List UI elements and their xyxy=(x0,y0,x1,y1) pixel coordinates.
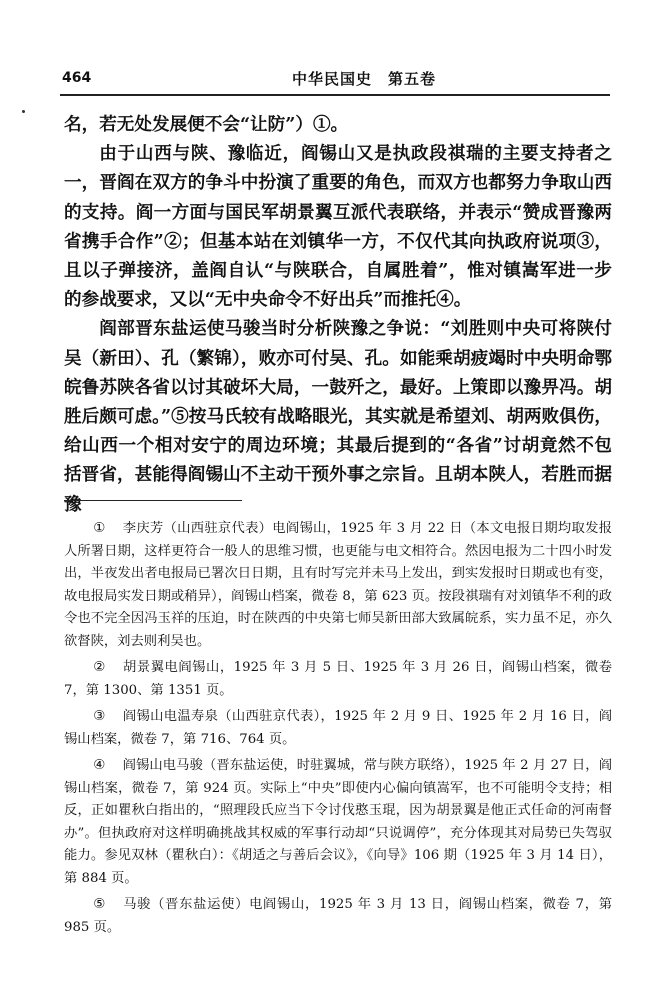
footnote xyxy=(64,518,612,653)
footnote-mark: ① xyxy=(93,521,106,536)
footnote xyxy=(64,657,612,702)
footnote-mark: ④ xyxy=(93,758,106,773)
footnote xyxy=(64,894,612,939)
page-number: 464 xyxy=(62,70,92,86)
paragraph: 由于山西与陕、豫临近，阎锡山又是执政段祺瑞的主要支持者之一，晋阎在双方的争斗中扮演了重要的角色，而双方也都努力争取山西的支持。阎一方面与国民军胡景翼互派代表联络，并表示“赞成晋豫两省携手合作”②；但基本站在刘镇华一方，不仅代其向执政府说项③，且以子弹接济，盖阎自认“与陕联合，自属胜着”，惟对镇嵩军进一步的参战要求，又以“无中央命令不好出兵”而推托④。 xyxy=(64,143,612,311)
header-rule xyxy=(60,94,610,96)
footnote xyxy=(64,755,612,890)
footnote-text: 马骏（晋东盐运使）电阎锡山，1925 年 3 月 13 日，阎锡山档案，微卷 7，第 985 页。 xyxy=(64,897,612,935)
footnote-text: 胡景翼电阎锡山，1925 年 3 月 5 日、1925 年 3 月 26 日，阎锡山档案，微卷 7，第 1300、第 1351 页。 xyxy=(64,660,612,698)
footnote-text: 李庆芳（山西驻京代表）电阎锡山，1925 年 3 月 22 日（本文电报日期均取发报人所署日期，这样更符合一般人的思维习惯，也更能与电文相符合。然因电报为二十四小时发出，半夜发出者电报局已署次日日期，且有时写完并未马上发出，到实发报时日期或也有变，故电报局实发日期或稍异），阎锡山档案，微卷 8，第 623 页。按段祺瑞有对刘镇华不利的政令也不完全因冯玉祥的压迫，时在陕西的中央第七师吴新田部大致属皖系，实力虽不足，亦久欲督陕，刘去则利吴也。 xyxy=(64,521,612,649)
margin-mark xyxy=(22,110,25,113)
footnote-separator xyxy=(64,500,242,501)
paragraph: 名，若无处发展便不会“让防”）①。 xyxy=(64,114,349,135)
footnote-mark: ⑤ xyxy=(93,897,106,912)
footnote-text: 阎锡山电温寿泉（山西驻京代表），1925 年 2 月 9 日、1925 年 2 月 16 日，阎锡山档案，微卷 7，第 716、764 页。 xyxy=(64,709,612,747)
footnotes xyxy=(64,518,612,943)
paragraph: 阎部晋东盐运使马骏当时分析陕豫之争说：“刘胜则中央可将陕付吴（新田）、孔（繁锦），败亦可付吴、孔。如能乘胡疲竭时中央明命鄂皖鲁苏陕各省以讨其破坏大局，一鼓歼之，最好。上策即以豫畀冯。胡胜后颇可虑。”⑤按马氏较有战略眼光，其实就是希望刘、胡两败俱伤，给山西一个相对安宁的周边环境；其最后提到的“各省”讨胡竟然不包括晋省，甚能得阎锡山不主动干预外事之宗旨。且胡本陕人，若胜而据豫 xyxy=(64,318,612,515)
footnote-mark: ② xyxy=(93,660,106,675)
main-text xyxy=(64,110,612,519)
footnote-text: 阎锡山电马骏（晋东盐运使，时驻翼城，常与陕方联络），1925 年 2 月 27 日，阎锡山档案，微卷 7，第 924 页。实际上“中央”即使内心偏向镇嵩军，也不可能明令支持；相反，正如瞿秋白指出的，“照理段氏应当下令讨伐憨玉琨，因为胡景翼是他正式任命的河南督办”。但执政府对这样明确挑战其权威的军事行动却“只说调停”，充分体现其对局势已失驾驭能力。参见双林（瞿秋白）：《胡适之与善后会议》，《向导》106 期（1925 年 3 月 14 日），第 884 页。 xyxy=(64,758,612,886)
footnote-mark: ③ xyxy=(93,709,106,724)
page-header xyxy=(60,66,610,92)
footnote xyxy=(64,706,612,751)
running-title: 中华民国史 第五卷 xyxy=(292,70,437,88)
